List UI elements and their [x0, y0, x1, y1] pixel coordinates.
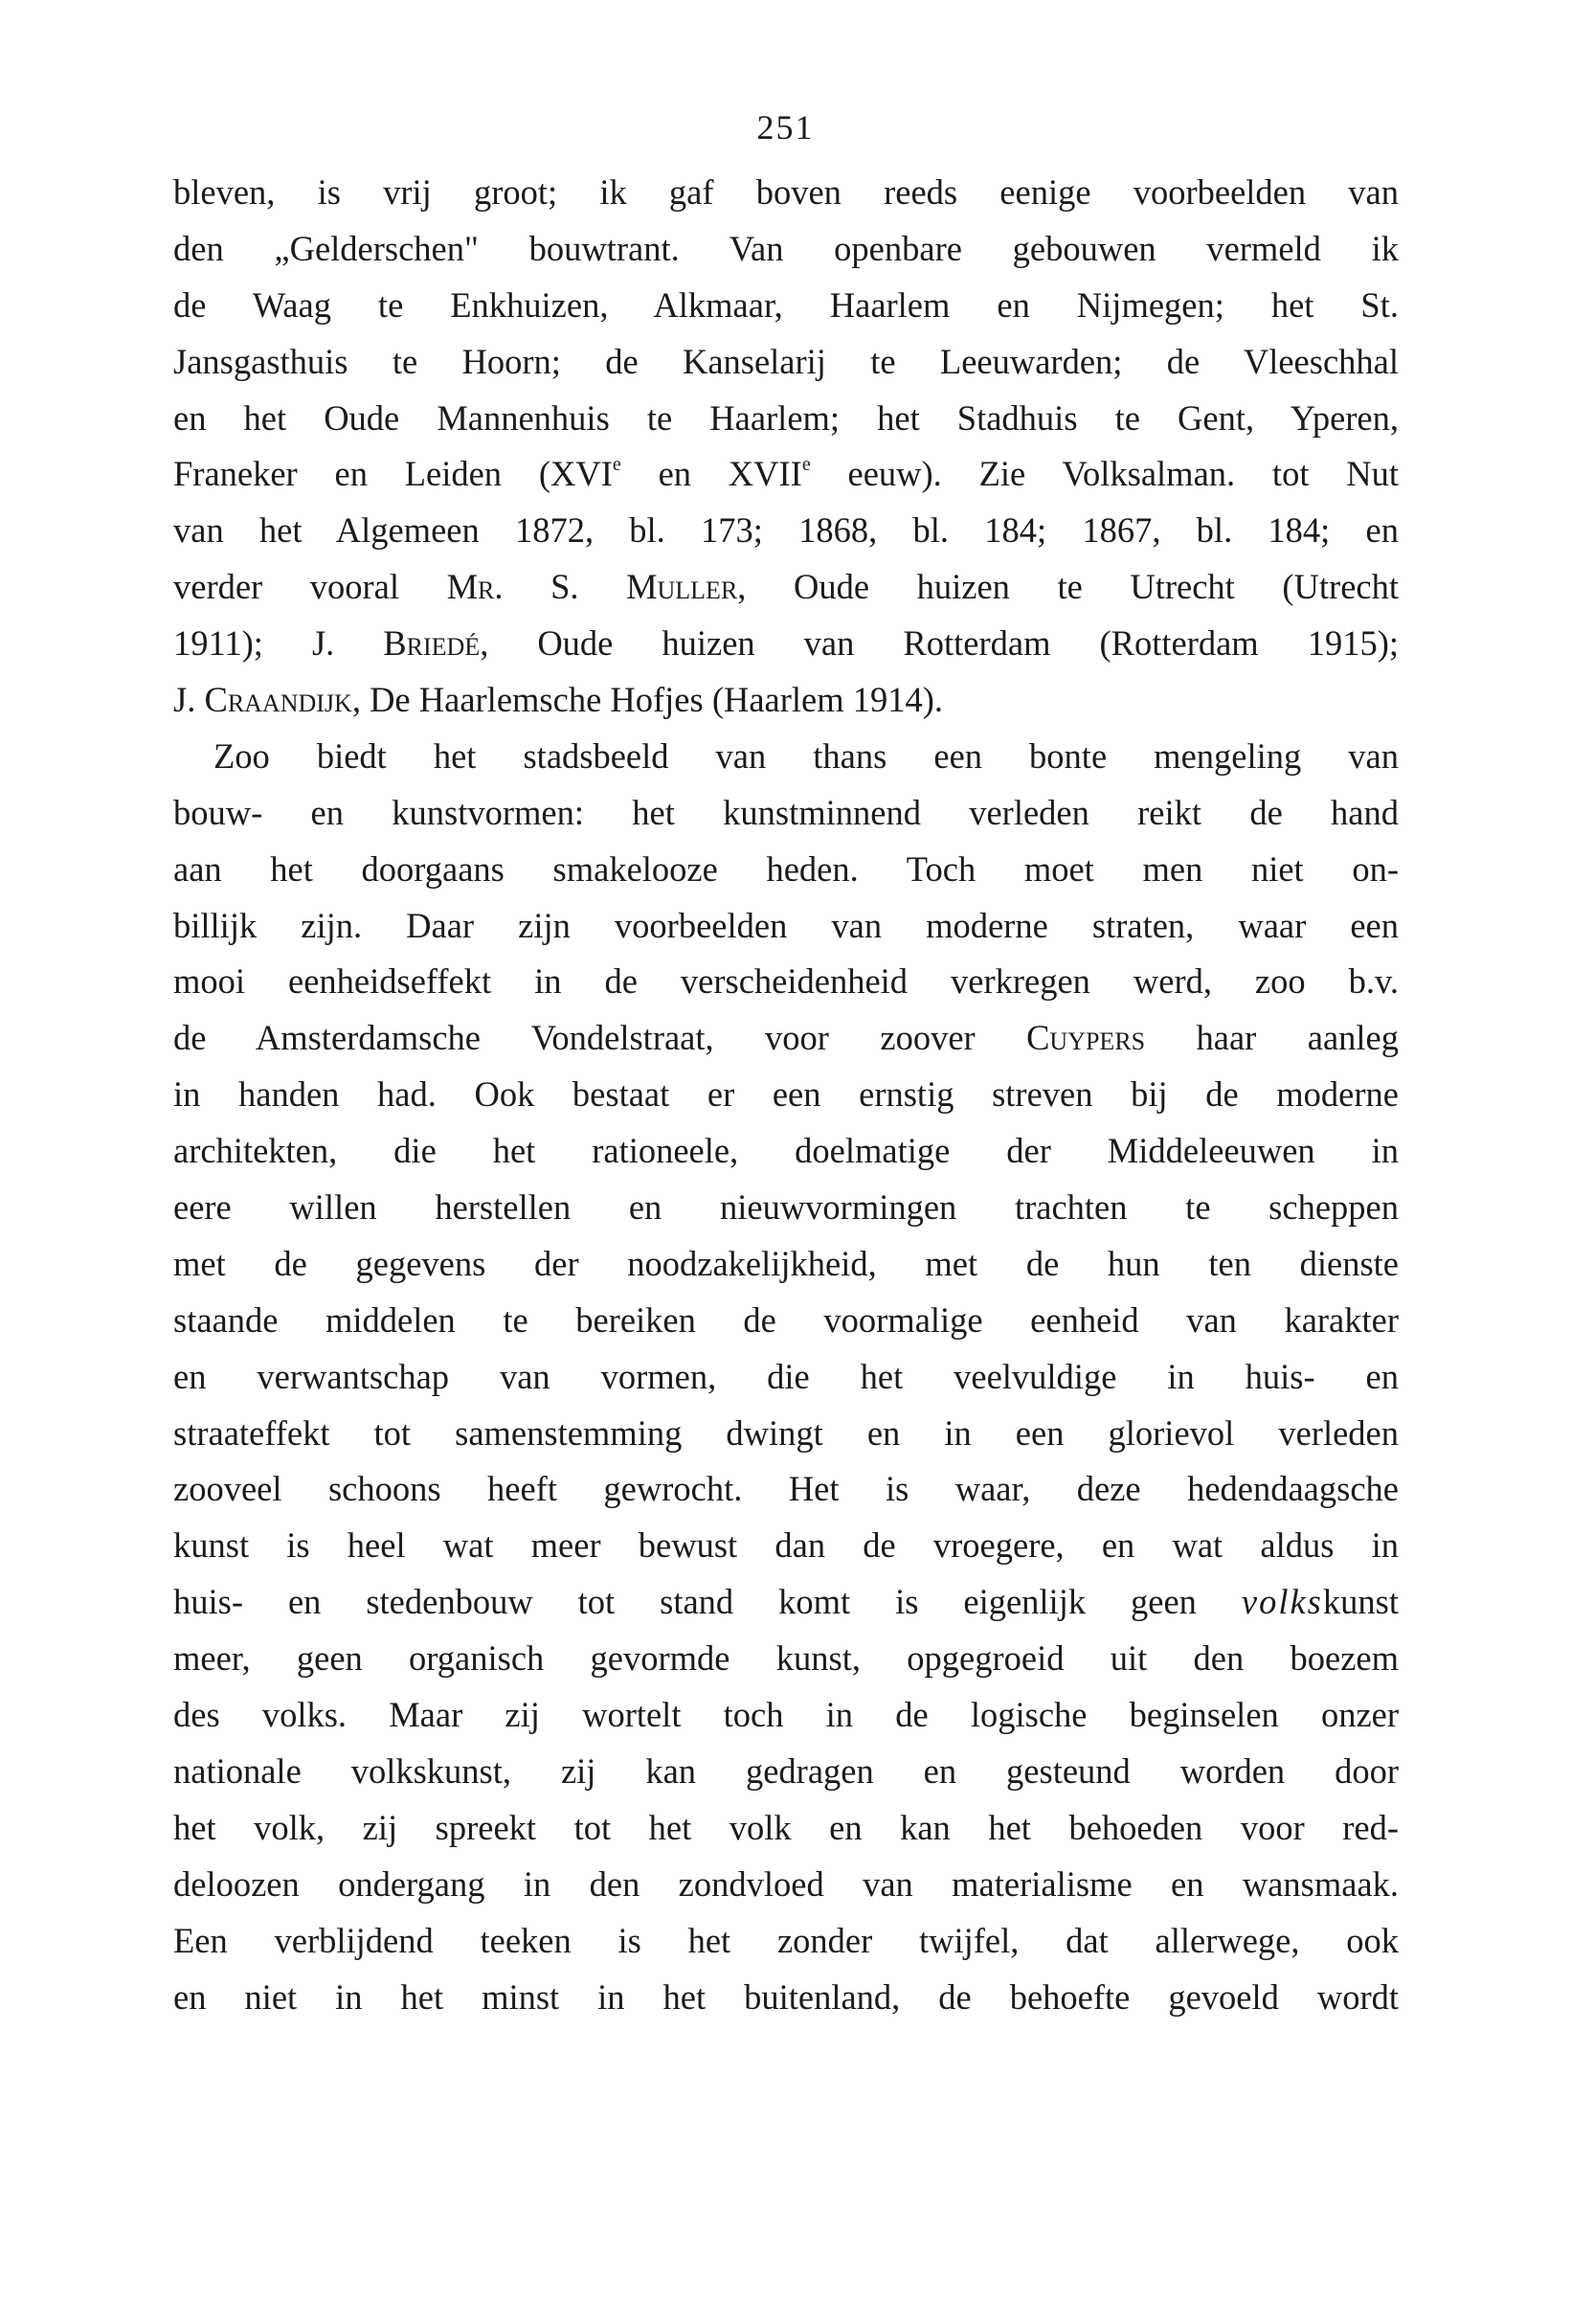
text-line: Jansgasthuis te Hoorn; de Kanselarij te Leeuwarden; de Vleeschhal [173, 341, 1399, 381]
page-number: 251 [756, 108, 815, 147]
text-line: het volk, zij spreekt tot het volk en kan het behoeden voor red- [173, 1807, 1399, 1847]
text-line: deloozen ondergang in den zondvloed van materialisme en wansmaak. [173, 1863, 1399, 1904]
text-line: Zoo biedt het stadsbeeld van thans een bonte mengeling van [213, 735, 1399, 776]
text-line: den „Gelderschen" bouwtrant. Van openbare gebouwen vermeld ik [173, 228, 1399, 268]
author-name: Mr. S. Muller [446, 567, 738, 607]
text-line: straateffekt tot samenstemming dwingt en in een glorievol verleden [173, 1412, 1399, 1453]
text-line: des volks. Maar zij wortelt toch in de logische beginselen onzer [173, 1695, 1399, 1735]
text-line: met de gegevens der noodzakelijkheid, met de hun ten dienste [173, 1243, 1399, 1283]
text-segment: 1911); J. [173, 623, 384, 664]
text-line: zooveel schoons heeft gewrocht. Het is waar, deze hedendaagsche [173, 1469, 1399, 1509]
text-segment: eeuw). Zie Volksalman. tot Nut [810, 454, 1399, 494]
text-line: aan het doorgaans smakelooze heden. Toch moet men niet on- [173, 848, 1399, 889]
text-segment: , De Haarlemsche Hofjes (Haarlem 1914). [351, 680, 944, 720]
text-line: Een verblijdend teeken is het zonder twijfel, dat allerwege, ook [173, 1920, 1399, 1960]
text-line [173, 1010, 1399, 1067]
text-line: eere willen herstellen en nieuwvormingen trachten te scheppen [173, 1187, 1399, 1228]
author-name: Cuypers [1026, 1018, 1146, 1058]
text-line [173, 559, 1399, 616]
text-line: bouw- en kunstvormen: het kunstminnend verleden reikt de hand [173, 792, 1399, 832]
text-line: billijk zijn. Daar zijn voorbeelden van moderne straten, waar een [173, 905, 1399, 945]
text-line: en het Oude Mannenhuis te Haarlem; het Stadhuis te Gent, Yperen, [173, 397, 1399, 438]
text-line: en verwantschap van vormen, die het veelvuldige in huis- en [173, 1356, 1399, 1396]
author-name: Craandijk [204, 680, 352, 720]
superscript: e [612, 454, 621, 476]
text-line: van het Algemeen 1872, bl. 173; 1868, bl. 184; 1867, bl. 184; en [173, 510, 1399, 551]
text-line: nationale volkskunst, zij kan gedragen en gesteund worden door [173, 1750, 1399, 1791]
text-segment: , Oude huizen te Utrecht (Utrecht [737, 567, 1399, 607]
text-segment: huis- en stedenbouw tot stand komt is eigenlijk geen [173, 1582, 1242, 1622]
text-line: en niet in het minst in het buitenland, de behoefte gevoeld wordt [173, 1976, 1399, 2017]
text-line [173, 446, 1399, 503]
text-line [173, 672, 1399, 729]
text-line [173, 616, 1399, 672]
text-segment: J. [173, 680, 205, 720]
body-text [173, 165, 1399, 2025]
superscript: e [801, 454, 811, 476]
text-line: meer, geen organisch gevormde kunst, opgegroeid uit den boezem [173, 1638, 1399, 1679]
text-segment: haar aanleg [1145, 1018, 1399, 1058]
text-segment: , Oude huizen van Rotterdam (Rotterdam 1915); [480, 623, 1399, 664]
text-line: architekten, die het rationeele, doelmatige der Middeleeuwen in [173, 1131, 1399, 1171]
text-segment: Franeker en Leiden (XVI [173, 454, 613, 494]
text-line: staande middelen te bereiken de voormalige eenheid van karakter [173, 1299, 1399, 1340]
text-segment: kunst [1322, 1582, 1399, 1622]
text-line: bleven, is vrij groot; ik gaf boven reeds eenige voorbeelden van [173, 172, 1399, 212]
text-line [173, 1574, 1399, 1631]
text-segment: verder vooral [173, 567, 447, 607]
text-line: de Waag te Enkhuizen, Alkmaar, Haarlem en Nijmegen; het St. [173, 284, 1399, 325]
text-line: in handen had. Ook bestaat er een ernstig streven bij de moderne [173, 1074, 1399, 1115]
text-segment: en XVII [620, 454, 802, 494]
text-line: kunst is heel wat meer bewust dan de vroegere, en wat aldus in [173, 1525, 1399, 1566]
author-name: Briedé [383, 623, 481, 664]
text-line: mooi eenheidseffekt in de verscheidenheid verkregen werd, zoo b.v. [173, 961, 1399, 1002]
emphasis: volks [1241, 1582, 1323, 1622]
text-segment: de Amsterdamsche Vondelstraat, voor zoover [173, 1018, 1027, 1058]
